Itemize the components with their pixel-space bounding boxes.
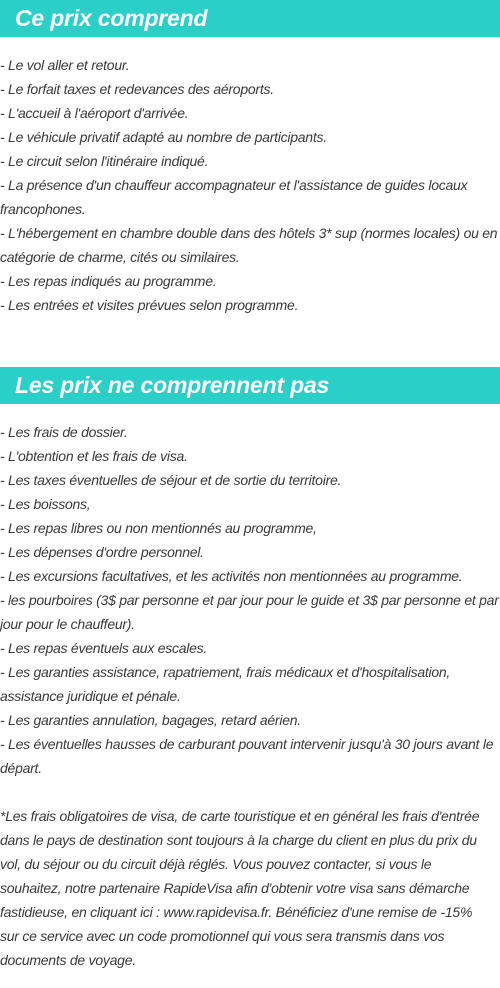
visa-note-paragraph: *Les frais obligatoires de visa, de carte touristique et en général les frais d'entrée dans le pays de destination sont toujours à la charge du client en plus du prix du vol, du séjour ou du circuit déjà réglés. Vous pouvez contacter, si vous le souhaitez, notre partenaire RapideVisa afin d'obtenir votre visa sans démarche fastidieuse, en cliquant ici : www.rapidevisa.fr. Bénéficiez d'une remise de -15% sur ce service avec un code promotionnel qui vous sera transmis dans vos documents de voyage. bbox=[0, 808, 480, 968]
list-item: - Les repas indiqués au programme. bbox=[0, 273, 217, 289]
list-item: - Les garanties annulation, bagages, retard aérien. bbox=[0, 712, 301, 728]
list-item: - La présence d'un chauffeur accompagnateur et l'assistance de guides locaux francophones. bbox=[0, 177, 468, 217]
excluded-list bbox=[0, 420, 500, 780]
list-item: - Les frais de dossier. bbox=[0, 424, 128, 440]
list-item: - Les dépenses d'ordre personnel. bbox=[0, 544, 204, 560]
list-item: - Les entrées et visites prévues selon programme. bbox=[0, 297, 299, 313]
list-item: - L'hébergement en chambre double dans des hôtels 3* sup (normes locales) ou en catégorie de charme, cités ou similaires. bbox=[0, 225, 498, 265]
list-item: - Les taxes éventuelles de séjour et de sortie du territoire. bbox=[0, 472, 342, 488]
list-item: - Les excursions facultatives, et les activités non mentionnées au programme. bbox=[0, 568, 463, 584]
included-section-title: Ce prix comprend bbox=[0, 0, 500, 37]
list-item: - Les garanties assistance, rapatriement, frais médicaux et d'hospitalisation, assistance juridique et pénale. bbox=[0, 664, 451, 704]
list-item: - Le forfait taxes et redevances des aéroports. bbox=[0, 81, 274, 97]
list-item: - Le véhicule privatif adapté au nombre de participants. bbox=[0, 129, 327, 145]
list-item: - Les repas éventuels aux escales. bbox=[0, 640, 208, 656]
list-item: - Le circuit selon l'itinéraire indiqué. bbox=[0, 153, 209, 169]
list-item: - les pourboires (3$ par personne et par jour pour le guide et 3$ par personne et par jour pour le chauffeur). bbox=[0, 592, 499, 632]
list-item: - Les repas libres ou non mentionnés au programme, bbox=[0, 520, 317, 536]
list-item: - L'obtention et les frais de visa. bbox=[0, 448, 188, 464]
list-item: - L'accueil à l'aéroport d'arrivée. bbox=[0, 105, 189, 121]
excluded-section-title: Les prix ne comprennent pas bbox=[0, 367, 500, 404]
list-item: - Le vol aller et retour. bbox=[0, 57, 130, 73]
list-item: - Les éventuelles hausses de carburant pouvant intervenir jusqu'à 30 jours avant le départ. bbox=[0, 736, 494, 776]
included-list bbox=[0, 53, 500, 317]
list-item: - Les boissons, bbox=[0, 496, 91, 512]
